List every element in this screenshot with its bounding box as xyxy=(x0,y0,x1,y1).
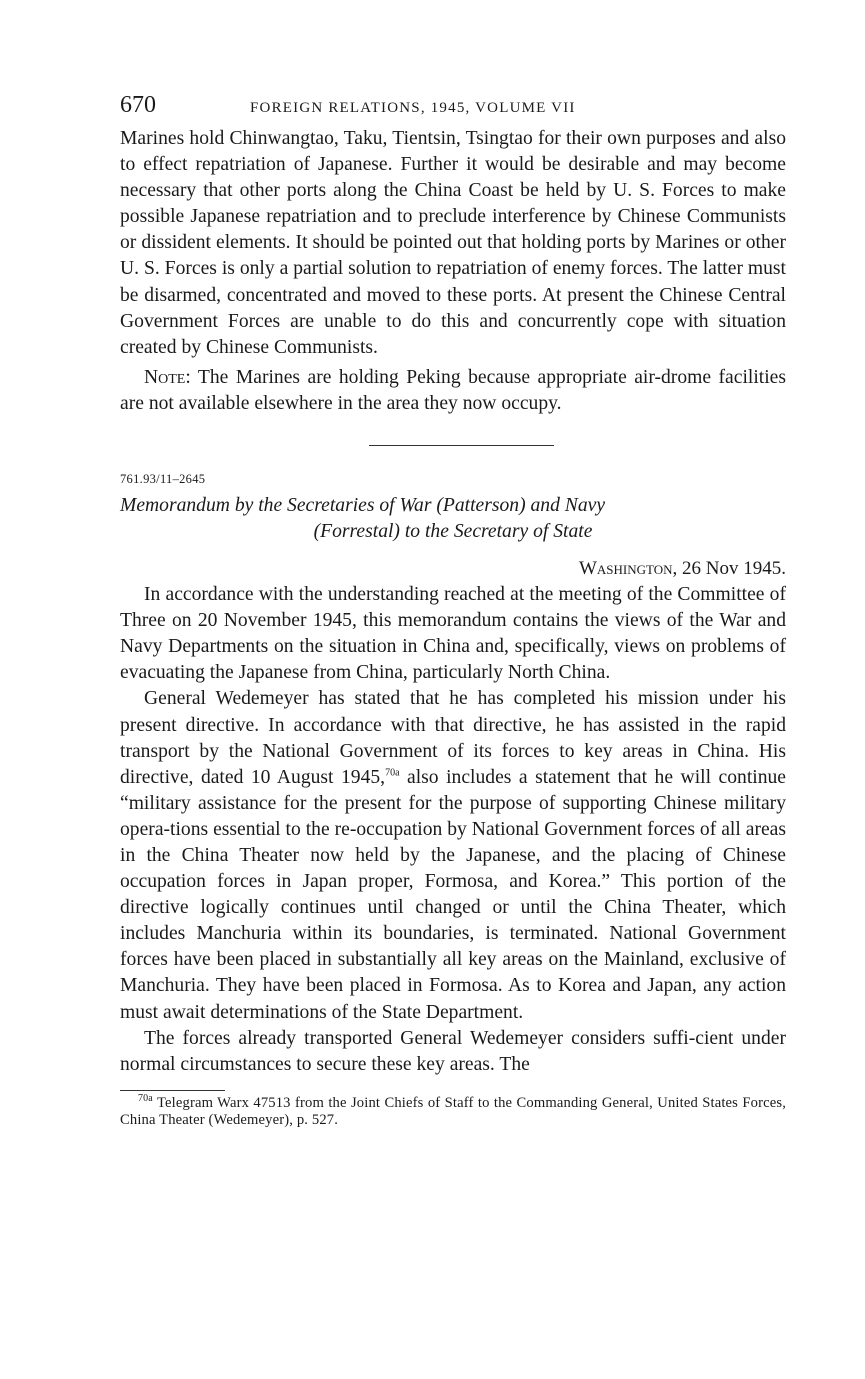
file-number: 761.93/11–2645 xyxy=(120,472,206,487)
page-header xyxy=(120,92,786,126)
memo-paragraph-2-part-2: also includes a statement that he will continue “military assistance for the present for the purpose of supporting Chinese military opera-tions essential to the re-occupation by National Government forces of all areas in the China Theater now held by the Japanese, and the placing of Chinese occupation forces in Japan proper, Formosa, and Korea.” This portion of the directive logically continues until changed or until the China Theater, which includes Manchuria within its boundaries, is terminated. National Government forces have been placed in substantially all key areas on the Mainland, exclusive of Manchuria. They have been placed in Formosa. As to Korea and Japan, any action must await determinations of the State Department. xyxy=(120,766,786,1023)
memo-paragraph-3: The forces already transported General Wedemeyer considers suffi-cient under normal circumstances to secure these key areas. The xyxy=(120,1027,786,1075)
note-text: : The Marines are holding Peking because appropriate air-drome facilities are not available elsewhere in the area they now occupy. xyxy=(120,366,786,414)
dateline-place: Washington xyxy=(578,558,673,580)
dateline-date: , 26 Nov 1945. xyxy=(672,558,786,580)
memo-paragraph-2 xyxy=(120,686,786,1025)
note-label: Note xyxy=(144,366,186,388)
memo-paragraph-2-part-1: General Wedemeyer has stated that he has completed his mission under his present directive. In accordance with that directive, he has assisted in the rapid transport by the National Government of its forces to key areas in China. His directive, dated 10 August 1945, xyxy=(120,688,786,788)
document-title-line-1: Memorandum by the Secretaries of War (Patterson) and Navy xyxy=(120,495,606,517)
footnote-rule xyxy=(120,1090,225,1091)
running-head: FOREIGN RELATIONS, 1945, VOLUME VII xyxy=(250,100,576,116)
note-paragraph xyxy=(120,365,786,417)
footnote-reference: 70a xyxy=(385,767,400,779)
footnote-marker: 70a xyxy=(138,1092,153,1104)
page-number: 670 xyxy=(120,92,156,118)
footnote-text: Telegram Warx 47513 from the Joint Chiefs of Staff to the Commanding General, United States Forces, China Theater (Wedemeyer), p. 527. xyxy=(120,1094,786,1128)
document-title-line-2: (Forrestal) to the Secretary of State xyxy=(313,521,593,543)
memo-paragraph-1: In accordance with the understanding reached at the meeting of the Committee of Three on 20 November 1945, this memorandum contains the views of the War and Navy Departments on the situation in China and, specifically, views on problems of evacuating the Japanese from China, particularly North China. xyxy=(120,584,786,684)
section-divider xyxy=(369,445,554,446)
document-page xyxy=(120,92,786,1129)
dateline xyxy=(120,558,786,580)
continuation-paragraph: Marines hold Chinwangtao, Taku, Tientsin, Tsingtao for their own purposes and also to effect repatriation of Japanese. Further it would be desirable and may become necessary that other ports along the China Coast be held by U. S. Forces to make possible Japanese repatriation and to preclude interference by Chinese Communists or dissident elements. It should be pointed out that holding ports by Marines or other U. S. Forces is only a partial solution to repatriation of enemy forces. The latter must be disarmed, concentrated and moved to these ports. At present the Chinese Central Government Forces are unable to do this and concurrently cope with situation created by Chinese Communists. xyxy=(120,128,786,358)
footnote xyxy=(120,1092,786,1129)
